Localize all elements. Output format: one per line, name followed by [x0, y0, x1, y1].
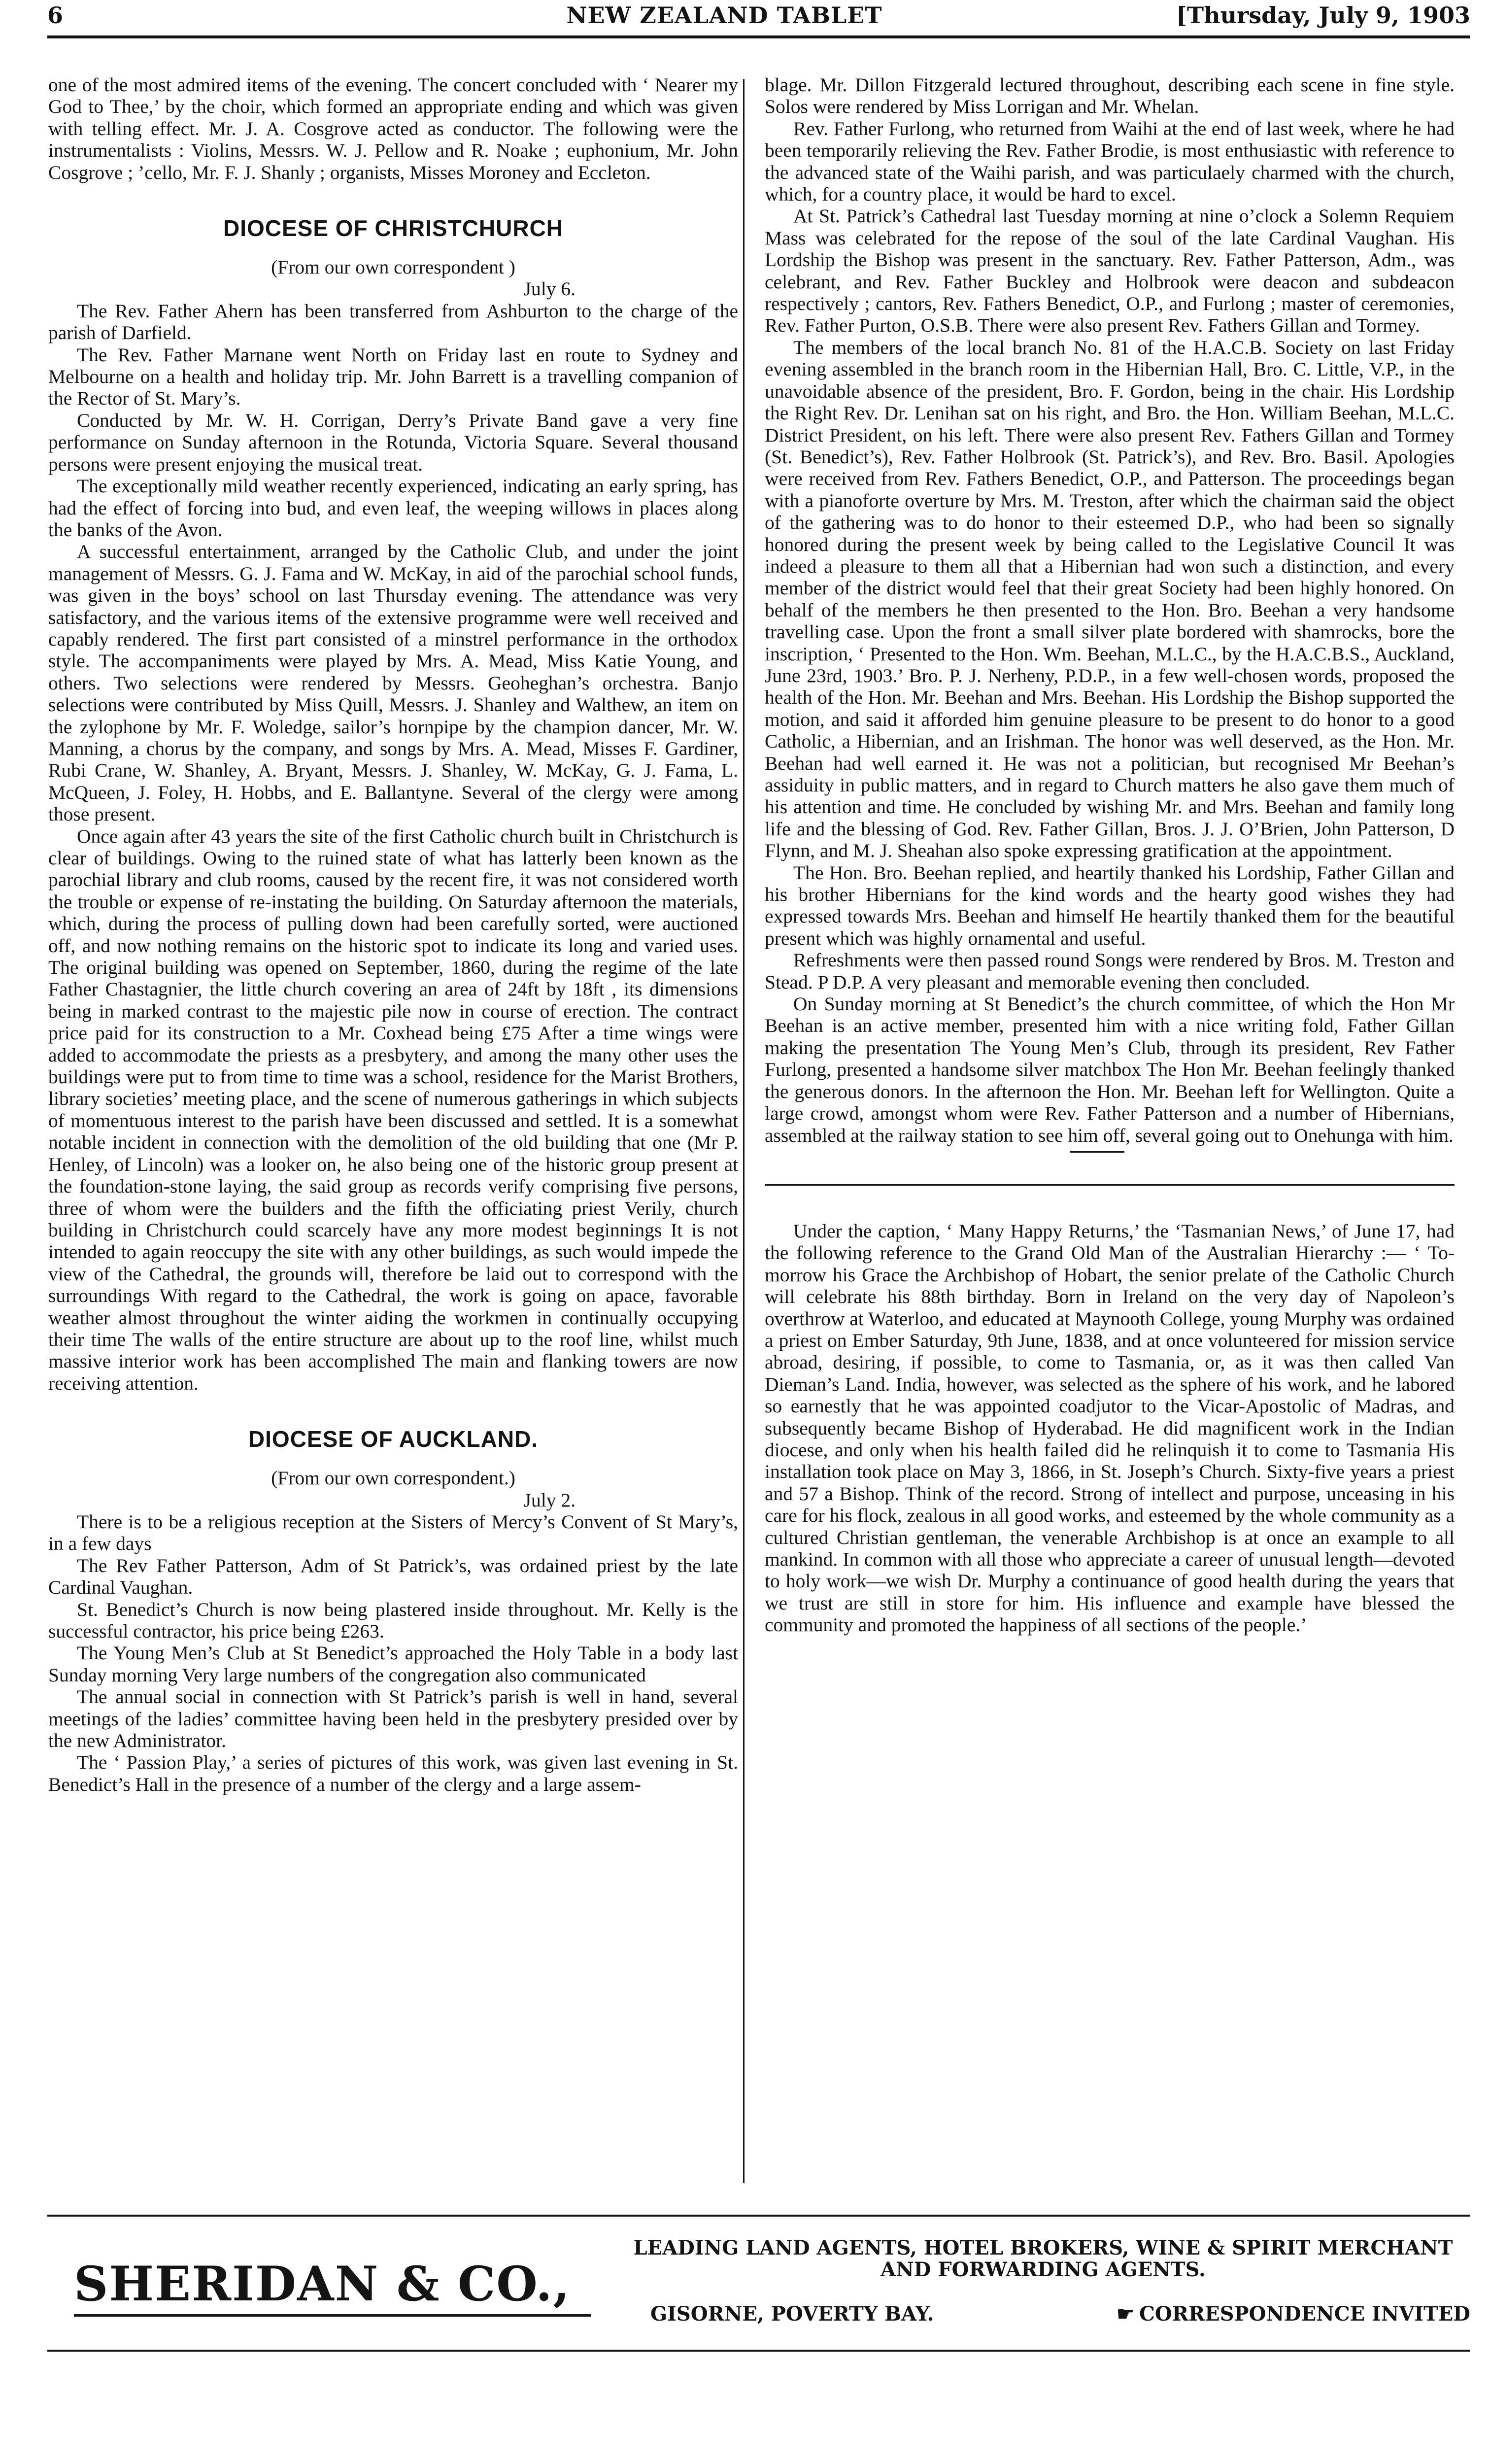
article-paragraph: The Rev. Father Ahern has been transferred from Ashburton to the charge of the parish of Darfield.: [48, 300, 738, 344]
article-paragraph: The Hon. Bro. Beehan replied, and heartily thanked his Lordship, Father Gillan and his brother Hibernians for the kind words and the hearty good wishes they had expressed towards Mrs. Beehan and himself He heartily thanked them for the beautiful present which was highly ornamental and useful.: [765, 861, 1455, 949]
page-number: 6: [47, 2, 64, 29]
article-paragraph: At St. Patrick’s Cathedral last Tuesday morning at nine o’clock a Solemn Requiem Mass was celebrated for the repose of the soul of the late Cardinal Vaughan. His Lordship the Bishop was present in the sanctuary. Rev. Father Patterson, Adm., was celebrant, and Rev. Father Buckley and Holbrook were deacon and subdeacon respectively ; cantors, Rev. Fathers Benedict, O.P., and Furlong ; master of ceremonies, Rev. Father Purton, O.S.B. There were also present Rev. Fathers Gillan and Tormey.: [765, 205, 1455, 337]
advertisement-line: AND FORWARDING AGENTS.: [880, 2258, 1206, 2281]
advertiser-name: SHERIDAN & CO.,: [74, 2256, 571, 2312]
article-paragraph: Refreshments were then passed round Songs were rendered by Bros. M. Treston and Stead. P D.P. A very pleasant and memorable evening then concluded.: [765, 949, 1455, 993]
header-rule: [47, 35, 1470, 38]
article-paragraph: The Rev. Father Marnane went North on Friday last en route to Sydney and Melbourne on a health and holiday trip. Mr. John Barrett is a travelling companion of the Rector of St. Mary’s.: [48, 343, 738, 410]
advertisement-location: GISORNE, POVERTY BAY.: [650, 2302, 934, 2326]
section-title-auckland: DIOCESE OF AUCKLAND.: [248, 1426, 539, 1452]
article-paragraph: A successful entertainment, arranged by the Catholic Club, and under the joint management of Messrs. G. J. Fama and W. McKay, in aid of the parochial school funds, was given in the boys’ school on last Thursday evening. The attendance was very satisfactory, and the various items of the extensive programme were well received and capably rendered. The first part consisted of a minstrel performance in the orthodox style. The accompaniments were played by Mrs. A. Mead, Miss Katie Young, and others. Two selections were rendered by Messrs. Geoheghan’s orchestra. Banjo selections were contributed by Miss Quill, Messrs. J. Shanley and Walthew, an item on the zylophone by Mr. F. Woledge, sailor’s hornpipe by the champion dancer, Mr. W. Manning, a chorus by the company, and songs by Mrs. A. Mead, Misses F. Gardiner, Rubi Crane, W. Shanley, A. Bryant, Messrs. J. Shanley, W. McKay, G. J. Fama, L. McQueen, J. Foley, H. Hobbs, and E. Ballantyne. Several of the clergy were among those present.: [48, 541, 738, 825]
article-paragraph: The ‘ Passion Play,’ a series of pictures of this work, was given last evening in St. Benedict’s Hall in the presence of a number of the clergy and a large assem-: [48, 1751, 738, 1795]
article-paragraph: Rev. Father Furlong, who returned from Waihi at the end of last week, where he had been temporarily relieving the Rev. Father Brodie, is most enthusiastic with reference to the advanced state of the Waihi parish, and was particulaely charmed with the church, which, for a country place, it would be hard to excel.: [765, 117, 1455, 205]
article-paragraph: There is to be a religious reception at the Sisters of Mercy’s Convent of St Mary’s, in a few days: [48, 1510, 738, 1555]
dateline: July 2.: [523, 1489, 576, 1511]
correspondence-text: CORRESPONDENCE INVITED: [1139, 2302, 1470, 2326]
article-paragraph: On Sunday morning at St Benedict’s the church committee, of which the Hon Mr Beehan is an active member, presented him with a nice writing fold, Father Gillan making the presentation The Young Men’s Club, through its president, Rev Father Furlong, presented a handsome silver matchbox The Hon Mr. Beehan feelingly thanked the generous donors. In the afternoon the Hon. Mr. Beehan left for Wellington. Quite a large crowd, amongst whom were Rev. Father Patterson and a number of Hibernians, assembled at the railway station to see him off, several going out to Onehunga with him.: [765, 993, 1455, 1146]
advertiser-name-underline: [74, 2314, 591, 2317]
column-divider: [743, 79, 745, 2183]
article-paragraph: one of the most admired items of the evening. The concert concluded with ‘ Nearer my God to Thee,’ by the choir, which formed an appropriate ending and which was given with telling effect. Mr. J. A. Cosgrove acted as conductor. The following were the instrumentalists : Violins, Messrs. W. J. Pellow and R. Noake ; euphonium, Mr. John Cosgrove ; ’cello, Mr. F. J. Shanly ; organists, Misses Moroney and Eccleton.: [48, 74, 738, 183]
advertiser-name-block: [74, 2257, 586, 2317]
article-end-rule: [1070, 1151, 1124, 1153]
pointing-hand-icon: ☛: [1117, 2302, 1135, 2326]
article-paragraph: The annual social in connection with St Patrick’s parish is well in hand, several meetings of the ladies’ committee having been held in the presbytery presided over by the new Administrator.: [48, 1686, 738, 1752]
advertisement-correspondence: [1117, 2302, 1470, 2326]
issue-date: [Thursday, July 9, 1903: [1176, 2, 1470, 29]
article-paragraph: The exceptionally mild weather recently experienced, indicating an early spring, has had the effect of forcing into bud, and even leaf, the weeping willows in places along the banks of the Avon.: [48, 475, 738, 541]
dateline: July 6.: [523, 278, 576, 300]
right-column: [765, 74, 1455, 1636]
section-title-christchurch: DIOCESE OF CHRISTCHURCH: [223, 215, 564, 241]
article-paragraph: The Young Men’s Club at St Benedict’s approached the Holy Table in a body last Sunday morning Very large numbers of the congregation also communicated: [48, 1642, 738, 1686]
advertisement-top-rule: [47, 2215, 1470, 2217]
article-paragraph: St. Benedict’s Church is now being plastered inside throughout. Mr. Kelly is the successful contractor, his price being £263.: [48, 1598, 738, 1642]
left-column: [48, 74, 738, 1795]
article-paragraph: The members of the local branch No. 81 of the H.A.C.B. Society on last Friday evening assembled in the branch room in the Hibernian Hall, Bro. C. Little, V.P., in the unavoidable absence of the president, Bro. F. Gordon, being in the chair. His Lordship the Right Rev. Dr. Lenihan sat on his right, and Bro. the Hon. William Beehan, M.L.C. District President, on his left. There were also present Rev. Fathers Gillan and Tormey (St. Benedict’s), Rev. Father Holbrook (St. Patrick’s), and Rev. Bro. Basil. Apologies were received from Rev. Fathers Benedict, O.P., and Patterson. The proceedings began with a pianoforte overture by Mrs. M. Treston, after which the chairman said the object of the gathering was to do honor to their esteemed D.P., who had been so signally honored during the present week by being called to the Legislative Council It was indeed a pleasure to them all that a Hibernian had won such a distinction, and every member of the district would feel that their great Society had been highly honored. On behalf of the members he then presented to the Hon. Bro. Beehan a very handsome travelling case. Upon the front a small silver plate bordered with shamrocks, bore the inscription, ‘ Presented to the Hon. Wm. Beehan, M.L.C., by the H.A.C.B.S., Auckland, June 23rd, 1903.’ Bro. P. J. Nerheny, P.D.P., in a few well-chosen words, proposed the health of the Hon. Mr. Beehan and Mrs. Beehan. His Lordship the Bishop supported the motion, and said it afforded him genuine pleasure to be present to do honor to a good Catholic, a Hibernian, and an Irishman. The honor was well deserved, as the Hon. Mr. Beehan had well earned it. He was not a politician, but recognised Mr Beehan’s assiduity in public matters, and in regard to Church matters he also gave them much of his attention and time. He concluded by wishing Mr. and Mrs. Beehan and family long life and the blessing of God. Rev. Father Gillan, Bros. J. J. O’Brien, John Patterson, D Flynn, and M. J. Sheahan also spoke expressing gratification at the appointment.: [765, 336, 1455, 862]
article-paragraph: Once again after 43 years the site of the first Catholic church built in Christchurch is clear of buildings. Owing to the ruined state of what has latterly been known as the parochial library and club rooms, caused by the recent fire, it was not considered worth the trouble or expense of re-instating the building. On Saturday afternoon the materials, which, during the process of pulling down had been carefully sorted, were auctioned off, and now nothing remains on the historic spot to indicate its long and varied uses. The original building was opened on September, 1860, during the regime of the late Father Chastagnier, the little church covering an area of 24ft by 18ft , its dimensions being in marked contrast to the majestic pile now in course of erection. The contract price paid for its construction to a Mr. Coxhead being £75 After a time wings were added to accommodate the priests as a presbytery, and among the many other uses the buildings were put to from time to time was a school, residence for the Marist Brothers, library societies’ meeting place, and the scene of numerous gatherings in which subjects of momentuous interest to the parish have been discussed and settled. It is a somewhat notable incident in connection with the demolition of the old building that one (Mr P. Henley, of Lincoln) was a looker on, he also being one of the historic group present at the foundation-stone laying, the said group as records verify comprising five persons, three of whom were the builders and the fifth the officiating priest Verily, church building in Christchurch could scarcely have any more modest beginnings It is not intended to again reoccupy the site with any other buildings, as such would impede the view of the Cathedral, the grounds will, therefore be laid out to correspond with the surroundings With regard to the Cathedral, the work is going on apace, favorable weather almost throughout the winter aiding the workmen in continually occupying their time The walls of the entire structure are about up to the roof line, whilst much massive interior work has been accomplished The main and flanking towers are now receiving attention.: [48, 825, 738, 1394]
advertisement-line: LEADING LAND AGENTS, HOTEL BROKERS, WINE & SPIRIT MERCHANT: [633, 2236, 1453, 2259]
page-bottom-rule: [47, 2350, 1470, 2352]
article-paragraph: Under the caption, ‘ Many Happy Returns,’ the ‘Tasmanian News,’ of June 17, had the following reference to the Grand Old Man of the Australian Hierarchy :— ‘ To-morrow his Grace the Archbishop of Hobart, the senior prelate of the Catholic Church will celebrate his 88th birthday. Born in Ireland on the very day of Napoleon’s overthrow at Waterloo, and educated at Maynooth College, young Murphy was ordained a priest on Ember Saturday, 9th June, 1838, and at once volunteered for mission service abroad, desiring, if possible, to come to Tasmania, or, as it was then called Van Dieman’s Land. India, however, was selected as the sphere of his work, and he labored so earnestly that he was appointed coadjutor to the Vicar-Apostolic of Madras, and subsequently became Bishop of Hyderabad. He did magnificent work in the Indian diocese, and only when his health failed did he relinquish it to come to Tasmania His installation took place on May 3, 1866, in St. Joseph’s Church. Sixty-five years a priest and 57 a Bishop. Think of the record. Strong of intellect and purpose, unceasing in his care for his flock, zealous in all good works, and esteemed by the whole community as a cultured Christian gentleman, the venerable Archbishop is at once an example to all mankind. In common with all those who appreciate a career of unusual length—devoted to holy work—we wish Dr. Murphy a continuance of good health during the years that we trust are still in store for him. His influence and example have blessed the community and promoted the happiness of all sections of the people.’: [765, 1220, 1455, 1636]
advertisement-contact: [650, 2302, 1470, 2326]
advertisement-description: [616, 2237, 1470, 2281]
article-paragraph: Conducted by Mr. W. H. Corrigan, Derry’s Private Band gave a very fine performance on Sunday afternoon in the Rotunda, Victoria Square. Several thousand persons were present enjoying the musical treat.: [48, 409, 738, 475]
article-paragraph: The Rev Father Patterson, Adm of St Patrick’s, was ordained priest by the late Cardinal Vaughan.: [48, 1554, 738, 1599]
article-paragraph: blage. Mr. Dillon Fitzgerald lectured throughout, describing each scene in fine style. Solos were rendered by Miss Lorrigan and Mr. Whelan.: [765, 74, 1455, 118]
section-divider-rule: [765, 1184, 1455, 1186]
correspondent-note: (From our own correspondent ): [271, 256, 515, 278]
correspondent-note: (From our own correspondent.): [271, 1467, 515, 1489]
masthead: NEW ZEALAND TABLET: [566, 2, 882, 29]
